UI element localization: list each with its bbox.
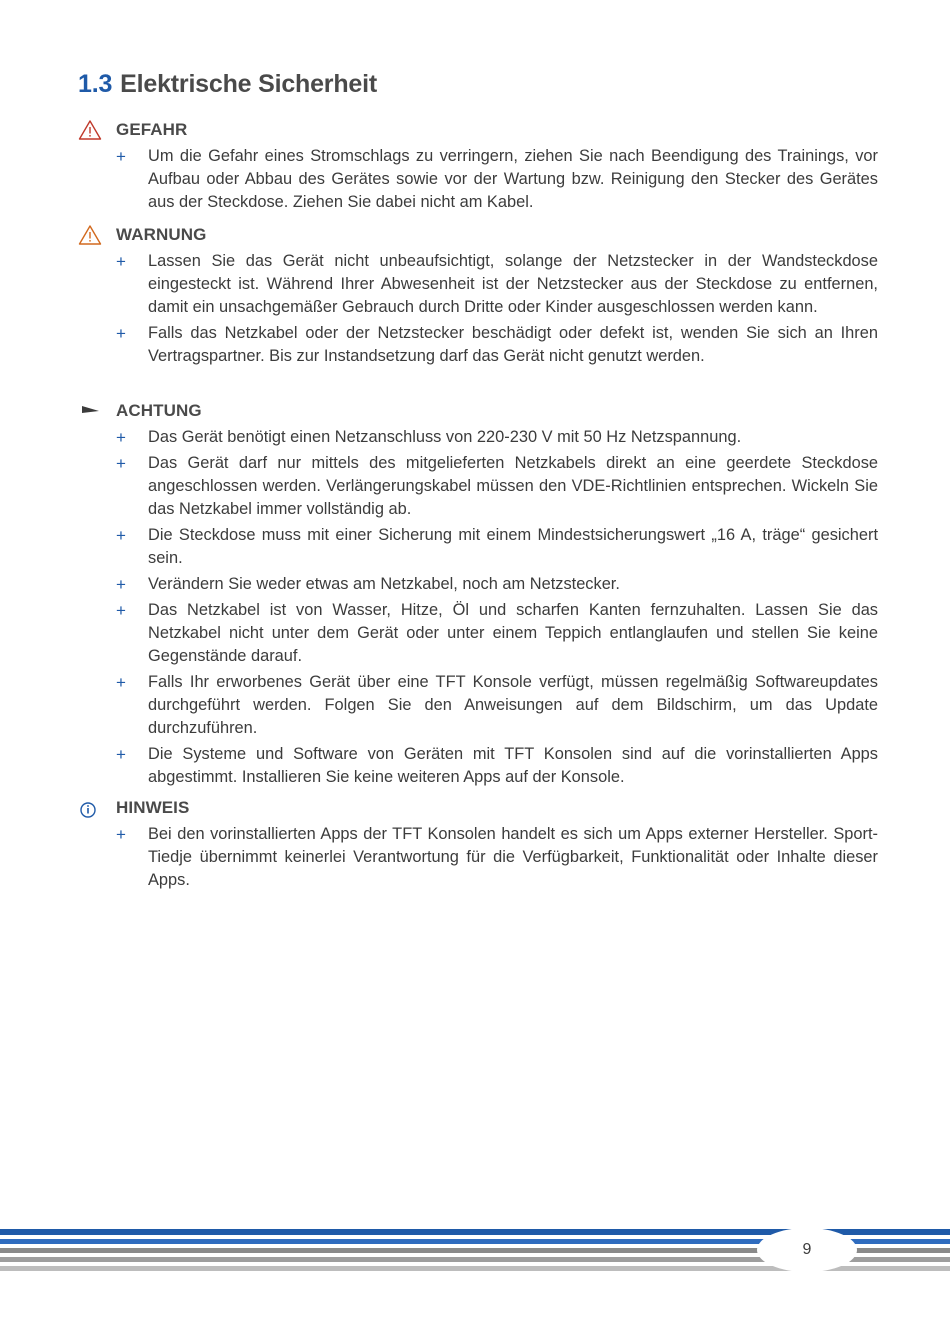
list-item: + Die Systeme und Software von Geräten mit TFT Konsolen sind auf die vorinstallierten Apps abgestimmt. Installieren Sie keine weiteren Apps auf der Konsole. xyxy=(116,745,878,786)
list-item: + Um die Gefahr eines Stromschlags zu verringern, ziehen Sie nach Beendigung des Trainings, vor Aufbau oder Abbau des Gerätes sowie vor der Wartung bzw. Reinigung den Stecker des Gerätes aus der Steckdose. Ziehen Sie dabei nicht am Kabel. xyxy=(116,147,878,211)
warning-triangle-icon xyxy=(78,224,102,246)
plus-icon: + xyxy=(116,825,126,844)
list-item: + Das Netzkabel ist von Wasser, Hitze, Öl und scharfen Kanten fernzuhalten. Lassen Sie das Netzkabel nicht unter dem Gerät oder unter einem Teppich entlanglaufen und stellen Sie keine Gegenstände darauf. xyxy=(116,601,878,665)
plus-icon: + xyxy=(116,454,126,473)
plus-icon: + xyxy=(116,324,126,343)
plus-icon: + xyxy=(116,673,126,692)
plus-icon: + xyxy=(116,428,126,447)
plus-icon: + xyxy=(116,526,126,545)
plus-icon: + xyxy=(116,745,126,764)
list-item: + Lassen Sie das Gerät nicht unbeaufsichtigt, solange der Netzstecker in der Wandsteckdose eingesteckt ist. Während Ihrer Abwesenheit ist der Netzstecker aus der Steckdose zu entfernen, damit ein unsachgemäßer Gebrauch durch Dritte oder Kinder ausgeschlossen werden kann. xyxy=(116,252,878,316)
flag-icon xyxy=(78,400,102,422)
info-icon xyxy=(78,797,102,819)
section-label: WARNUNG xyxy=(116,225,207,244)
plus-icon: + xyxy=(116,575,126,594)
section-gefahr xyxy=(78,118,878,214)
section-warnung xyxy=(78,223,878,368)
section-achtung xyxy=(78,399,878,789)
plus-icon: + xyxy=(116,252,126,271)
list-item: + Falls das Netzkabel oder der Netzstecker beschädigt oder defekt ist, wenden Sie sich an Ihren Vertragspartner. Bis zur Instandsetzung darf das Gerät nicht genutzt werden. xyxy=(116,324,878,365)
plus-icon: + xyxy=(116,147,126,166)
section-label: ACHTUNG xyxy=(116,401,202,420)
list-item: + Die Steckdose muss mit einer Sicherung mit einem Mindestsicherungswert „16 A, träge“ gesichert sein. xyxy=(116,526,878,567)
page-title xyxy=(78,70,377,99)
list-item: + Verändern Sie weder etwas am Netzkabel, noch am Netzstecker. xyxy=(116,575,620,594)
list-item: + Das Gerät benötigt einen Netzanschluss von 220-230 V mit 50 Hz Netzspannung. xyxy=(116,428,742,447)
page-number: 9 xyxy=(757,1228,857,1272)
list-item: + Bei den vorinstallierten Apps der TFT Konsolen handelt es sich um Apps externer Hersteller. Sport-Tiedje übernimmt keinerlei Verantwortung für die Verfügbarkeit, Funktionalität oder Inhalte dieser Apps. xyxy=(116,825,878,889)
plus-icon: + xyxy=(116,601,126,620)
section-number: 1.3 xyxy=(78,70,113,98)
section-label: HINWEIS xyxy=(116,798,190,817)
list-item: + Falls Ihr erworbenes Gerät über eine TFT Konsole verfügt, müssen regelmäßig Softwareupdates durchgeführt werden. Folgen Sie den Anweisungen auf dem Bildschirm, um das Update durchzuführen. xyxy=(116,673,878,737)
section-hinweis xyxy=(78,796,878,892)
section-label: GEFAHR xyxy=(116,120,188,139)
list-item: + Das Gerät darf nur mittels des mitgelieferten Netzkabels direkt an eine geerdete Steckdose angeschlossen werden. Verlängerungskabel müssen den VDE-Richtlinien entsprechen. Wickeln Sie das Netzkabel immer vollständig ab. xyxy=(116,454,878,518)
section-title: Elektrische Sicherheit xyxy=(120,70,377,98)
warning-triangle-icon xyxy=(78,119,102,141)
